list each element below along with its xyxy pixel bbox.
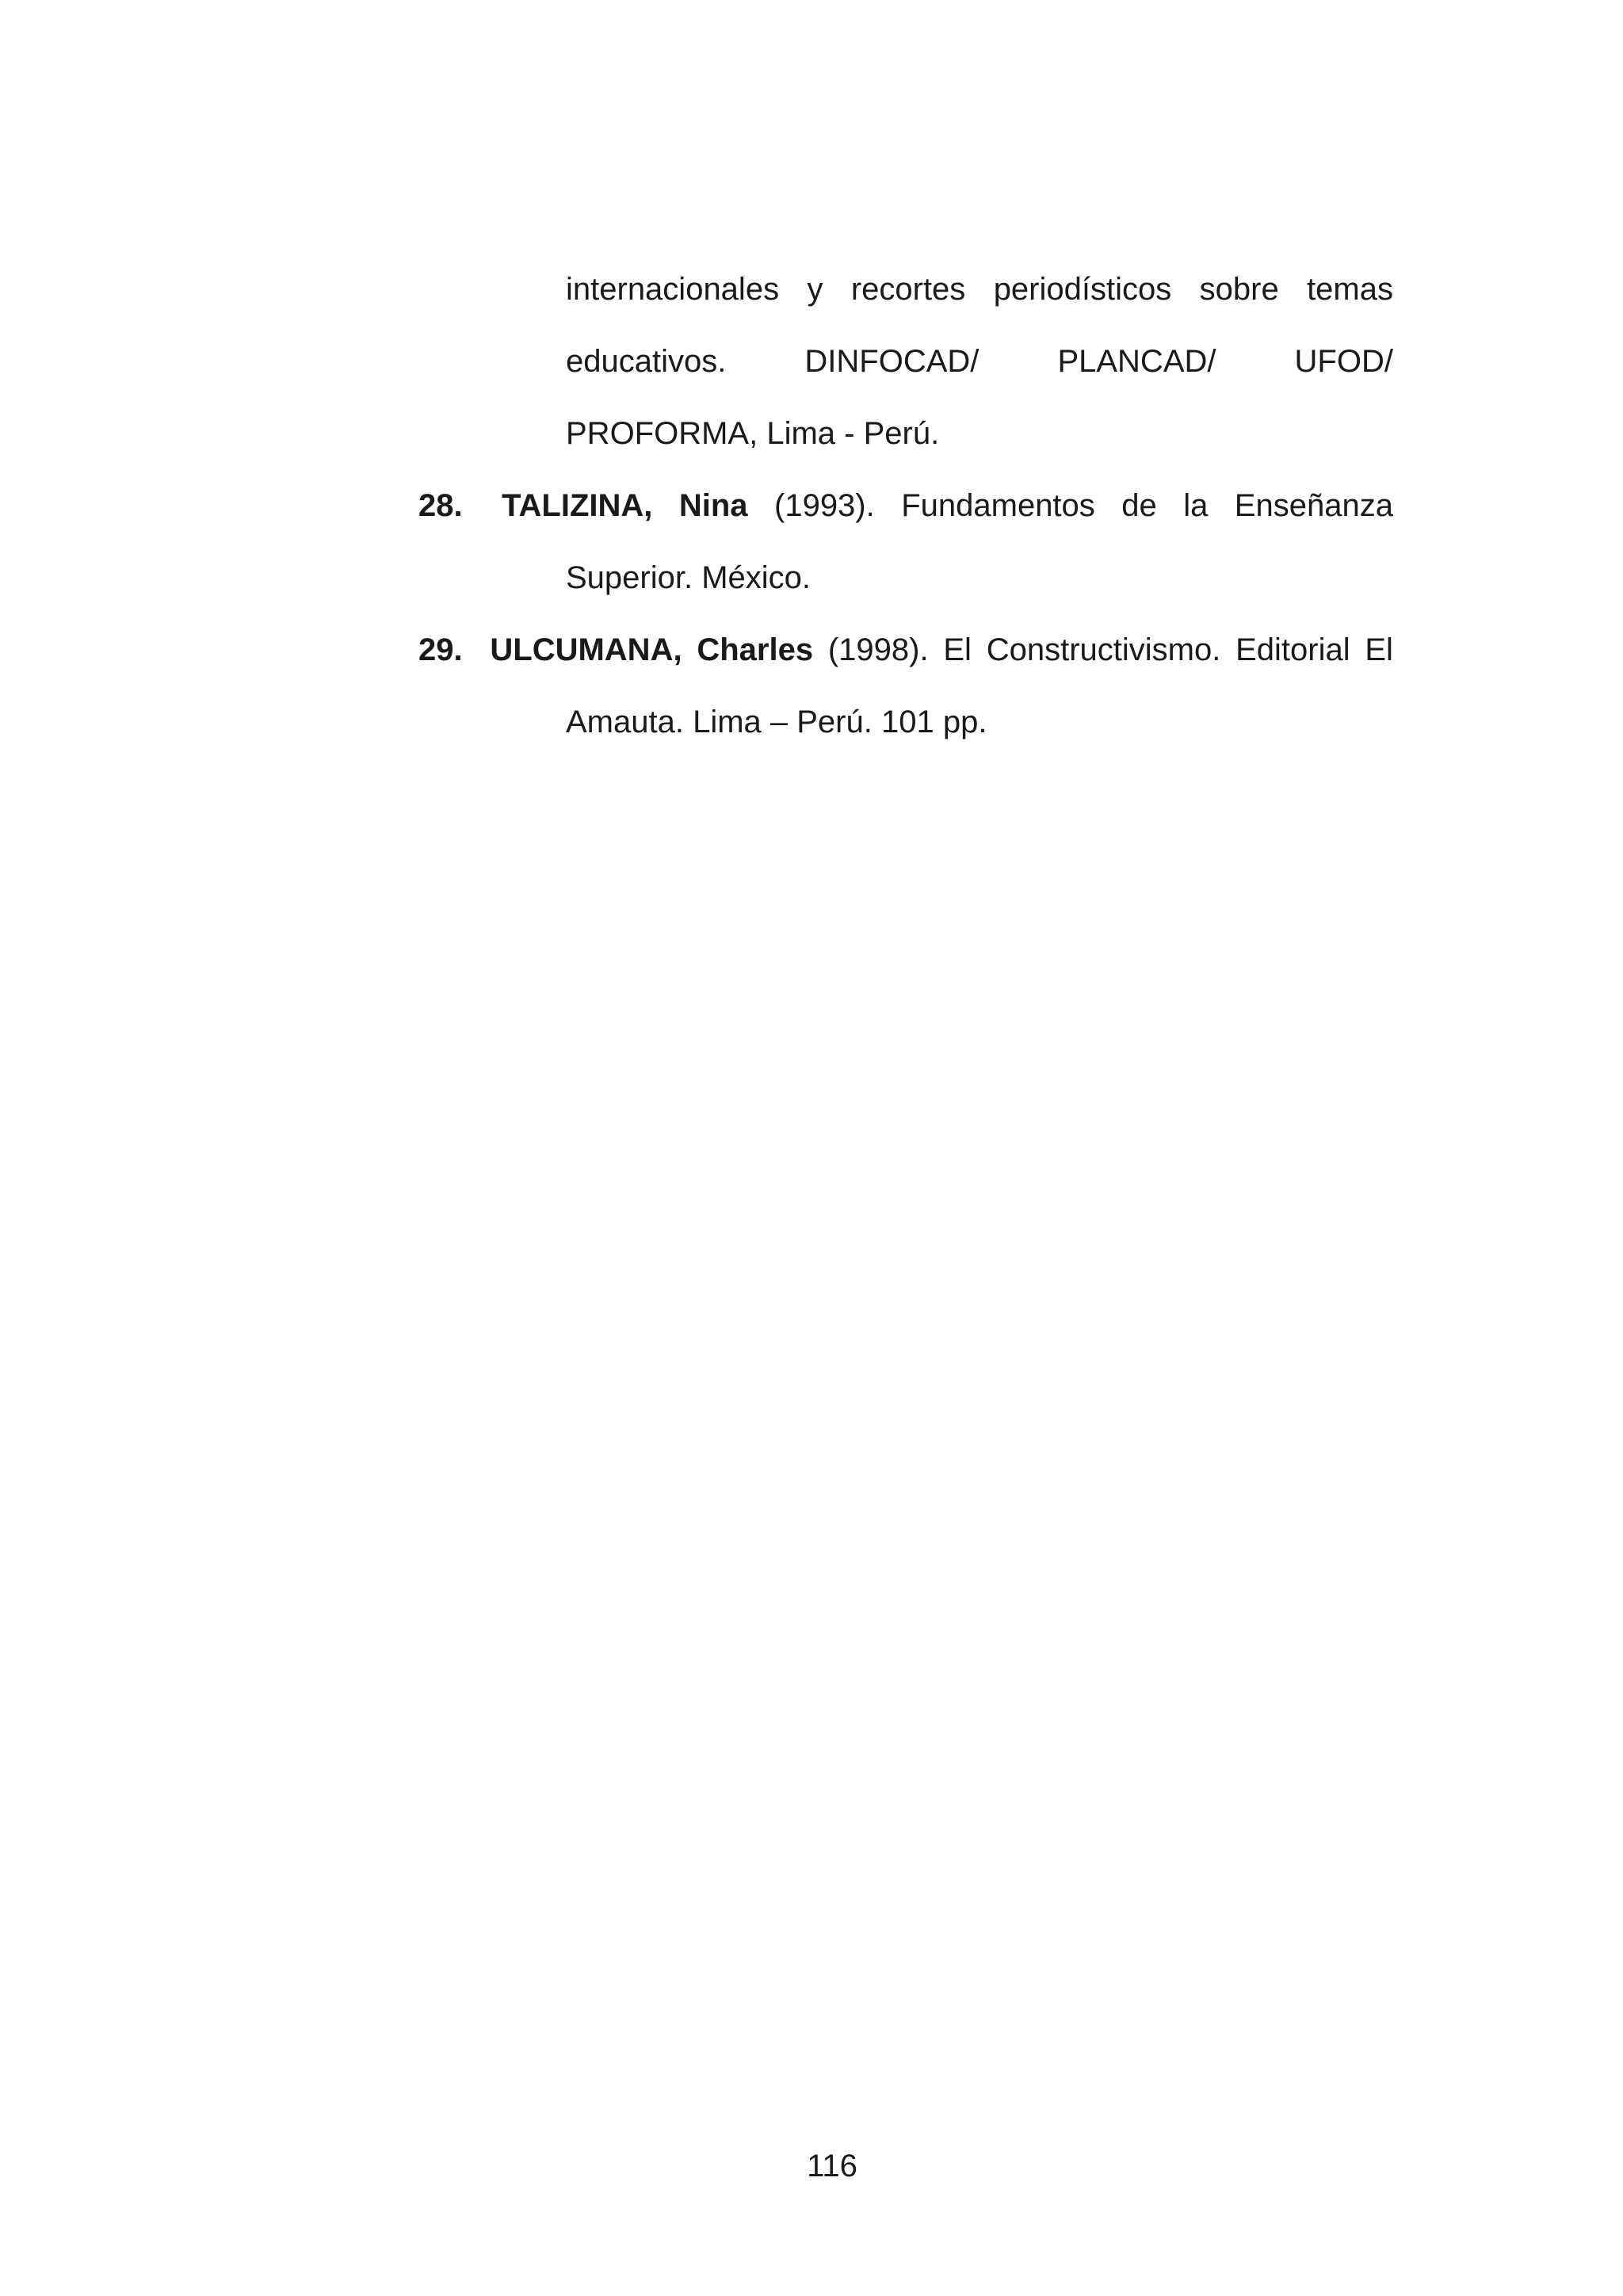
author-surname: ULCUMANA, — [490, 632, 682, 667]
reference-number: 29. — [418, 632, 463, 667]
word: periodísticos — [993, 272, 1172, 307]
page-number: 116 — [807, 2149, 857, 2183]
word: Fundamentos — [901, 488, 1095, 523]
word: internacionales — [566, 272, 780, 307]
reference-number: 28. — [418, 488, 463, 523]
ref-29-line-2: Amauta. Lima – Perú. 101 pp. — [566, 705, 987, 739]
word: la — [1183, 488, 1209, 523]
word: DINFOCAD/ — [804, 344, 980, 379]
author-surname: TALIZINA, — [502, 488, 653, 523]
word: de — [1121, 488, 1157, 523]
ref-27-line-1 — [566, 269, 1393, 309]
word: (1998). — [827, 632, 929, 667]
word: El — [943, 632, 972, 667]
word: temas — [1307, 272, 1393, 307]
author-given-name: Nina — [678, 488, 748, 523]
word: (1993). — [774, 488, 875, 523]
ref-28-line-2: Superior. México. — [566, 560, 812, 595]
word: Enseñanza — [1234, 488, 1393, 523]
author-given-name: Charles — [697, 632, 814, 667]
ref-27-line-3: PROFORMA, Lima - Perú. — [566, 416, 940, 451]
ref-29-line-1 — [418, 630, 1393, 670]
word: sobre — [1199, 272, 1279, 307]
ref-28-line-1 — [418, 486, 1393, 525]
word: Editorial — [1235, 632, 1350, 667]
ref-27-line-2 — [566, 342, 1393, 381]
word: recortes — [850, 272, 966, 307]
word: UFOD/ — [1294, 344, 1393, 379]
word: educativos. — [566, 344, 727, 379]
word: PLANCAD/ — [1057, 344, 1216, 379]
word: El — [1365, 632, 1393, 667]
word: y — [807, 272, 823, 307]
word: Constructivismo. — [986, 632, 1221, 667]
